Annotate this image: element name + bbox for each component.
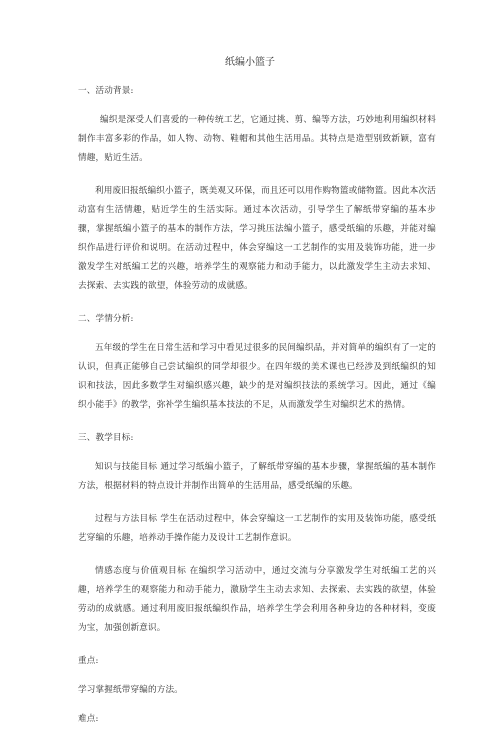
section-heading: 一、活动背景:	[78, 86, 134, 96]
paragraph: 五年级的学生在日常生活和学习中看见过很多的民间编织品，并对简单的编织有了一定的认识，但真正能够自己尝试编织的同学却很少。在四年级的美术课也已经涉及到纸编织的知识和技法，因此多数学生对编织感兴趣，缺少的是对编织技法的系统学习。因此，通过《编织小能手》的教学，弥补学生编织基本技法的不足，从而激发学生对编织艺术的热情。	[78, 343, 437, 410]
key-point-label: 重点:	[78, 656, 99, 666]
section-heading: 二、学情分析:	[78, 314, 134, 324]
difficulty-label: 难点:	[78, 714, 99, 724]
paragraph: 情感态度与价值观目标 在编织学习活动中，通过交流与分享激发学生对纸编工艺的兴趣，培养学生的观察能力和动手能力，激励学生主动去求知、去探索、去实践的欲望，体验劳动的成就感。通过利用废旧报纸编织作品，培养学生学会利用各种身边的各种材料，变废为宝，加强创新意识。	[78, 566, 436, 633]
section-student-analysis	[78, 310, 436, 415]
section-background	[78, 82, 436, 296]
section-heading: 三、教学目标:	[78, 433, 134, 443]
paragraph: 编织是深受人们喜爱的一种传统工艺，它通过挑、剪、编等方法，巧妙地利用编织材料制作丰富多彩的作品，如人物、动物、鞋帽和其他生活用品。其特点是造型别致新颖，富有情趣，贴近生活。	[78, 115, 436, 163]
paragraph: 知识与技能目标 通过学习纸编小篮子，了解纸带穿编的基本步骤，掌握纸编的基本制作方法，根据材料的特点设计并制作出简单的生活用品，感受纸编的乐趣。	[78, 462, 436, 491]
document-body	[78, 82, 436, 739]
document-title: 纸编小篮子	[225, 57, 275, 68]
paragraph: 利用废旧报纸编织小篮子，既美观又环保，而且还可以用作购物篮或储物篮。因此本次活动富有生活情趣，贴近学生的生活实际。通过本次活动，引导学生了解纸带穿编的基本步骤，掌握纸编小篮子的基本的制作方法，学习挑压法编小篮子，感受纸编的乐趣，并能对编织作品进行评价和说明。在活动过程中，体会穿编这一工艺制作的实用及装饰功能，进一步激发学生对纸编工艺的兴趣，培养学生的观察能力和动手能力，以此激发学生主动去求知、去探索、去实践的欲望，体验劳动的成就感。	[78, 186, 437, 291]
paragraph: 过程与方法目标 学生在活动过程中，体会穿编这一工艺制作的实用及装饰功能，感受纸艺穿编的乐趣，培养动手操作能力及设计工艺制作意识。	[78, 514, 436, 543]
key-point-text: 学习掌握纸带穿编的方法。	[78, 685, 183, 695]
section-teaching-goals	[78, 429, 436, 638]
